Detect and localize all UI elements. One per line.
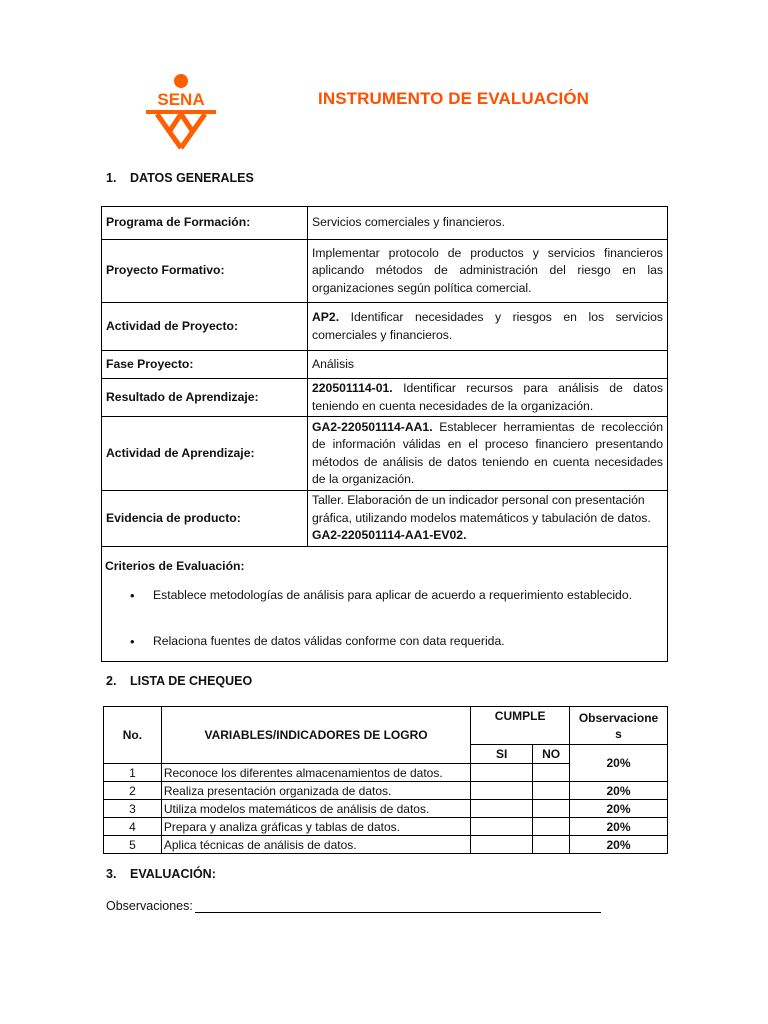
header-si: SI: [471, 745, 533, 764]
label-resultado: Resultado de Aprendizaje:: [102, 379, 308, 417]
no-cell[interactable]: [533, 782, 570, 800]
section-number: 3.: [106, 867, 117, 881]
section-title: EVALUACIÓN:: [130, 867, 216, 881]
criterio-item: • Relaciona fuentes de datos válidas conforme con data requerida.: [105, 633, 664, 650]
table-row: [104, 800, 668, 818]
row-actividad-aprendizaje: [102, 417, 668, 491]
table-row: [104, 836, 668, 854]
criterios-title: Criterios de Evaluación:: [105, 558, 245, 573]
label-programa: Programa de Formación:: [102, 207, 308, 240]
label-actividad-aprendizaje: Actividad de Aprendizaje:: [102, 417, 308, 491]
sena-logo: [143, 72, 221, 150]
si-cell[interactable]: [471, 818, 533, 836]
table-row: [104, 782, 668, 800]
si-cell[interactable]: [471, 836, 533, 854]
obs-cell: 20%: [570, 818, 668, 836]
obs-cell: 20%: [570, 782, 668, 800]
header-variables: VARIABLES/INDICADORES DE LOGRO: [161, 707, 470, 764]
row-number: 4: [104, 818, 162, 836]
header-no-col: NO: [533, 745, 570, 764]
row-fase: [102, 351, 668, 379]
section-heading-lista-chequeo: [106, 674, 252, 688]
code-resultado: 220501114-01.: [312, 381, 393, 395]
value-actividad-proyecto: AP2. Identificar necesidades y riesgos en los servicios comerciales y financieros.: [308, 303, 668, 351]
section-heading-evaluacion: [106, 867, 216, 881]
row-indicator: Realiza presentación organizada de datos.: [161, 782, 470, 800]
row-indicator: Aplica técnicas de análisis de datos.: [161, 836, 470, 854]
section-number: 2.: [106, 674, 117, 688]
row-indicator: Prepara y analiza gráficas y tablas de datos.: [161, 818, 470, 836]
row-proyecto: [102, 240, 668, 303]
table-row: [104, 818, 668, 836]
criterios-cell: [102, 546, 668, 661]
label-proyecto: Proyecto Formativo:: [102, 240, 308, 303]
svg-text:SENA: SENA: [157, 90, 205, 109]
value-evidencia: Taller. Elaboración de un indicador personal con presentación gráfica, utilizando modelos matemáticos y tabulación de datos. GA2-220501114-AA1-EV02.: [308, 491, 668, 547]
value-resultado: 220501114-01. Identificar recursos para análisis de datos teniendo en cuenta necesidades de la organización.: [308, 379, 668, 417]
header-cumple: CUMPLE: [471, 707, 570, 745]
value-programa: Servicios comerciales y financieros.: [308, 207, 668, 240]
observaciones-input-line[interactable]: [195, 900, 601, 913]
value-proyecto: Implementar protocolo de productos y servicios financieros aplicando métodos de administración del riesgo en las organizaciones según política comercial.: [308, 240, 668, 303]
datos-generales-table: [101, 206, 668, 662]
row-criterios: [102, 546, 668, 661]
header-row: [104, 707, 668, 745]
code-actividad-proyecto: AP2.: [312, 310, 340, 324]
si-cell[interactable]: [471, 764, 533, 782]
document-title: INSTRUMENTO DE EVALUACIÓN: [318, 89, 590, 108]
observaciones-field: [106, 899, 601, 913]
row-number: 2: [104, 782, 162, 800]
row-number: 3: [104, 800, 162, 818]
si-cell[interactable]: [471, 782, 533, 800]
criterios-list: [105, 587, 664, 650]
row-indicator: Reconoce los diferentes almacenamientos de datos.: [161, 764, 470, 782]
no-cell[interactable]: [533, 836, 570, 854]
observaciones-label: Observaciones:: [106, 899, 193, 913]
lista-chequeo-table: [103, 706, 668, 854]
row-programa: [102, 207, 668, 240]
obs-cell: 20%: [570, 745, 668, 782]
section-heading-datos-generales: [106, 171, 254, 185]
code-evidencia: GA2-220501114-AA1-EV02.: [312, 528, 467, 542]
row-number: 1: [104, 764, 162, 782]
no-cell[interactable]: [533, 818, 570, 836]
criterio-item: • Establece metodologías de análisis para aplicar de acuerdo a requerimiento establecido.: [105, 587, 664, 604]
si-cell[interactable]: [471, 800, 533, 818]
obs-cell: 20%: [570, 800, 668, 818]
row-evidencia: [102, 491, 668, 547]
header-no: No.: [104, 707, 162, 764]
row-actividad-proyecto: [102, 303, 668, 351]
section-number: 1.: [106, 171, 117, 185]
no-cell[interactable]: [533, 764, 570, 782]
label-fase: Fase Proyecto:: [102, 351, 308, 379]
label-actividad-proyecto: Actividad de Proyecto:: [102, 303, 308, 351]
value-actividad-aprendizaje: GA2-220501114-AA1. Establecer herramientas de recolección de información válidas en el proceso financiero presentando métodos de análisis de datos teniendo en cuenta necesidades de la organización.: [308, 417, 668, 491]
obs-cell: 20%: [570, 836, 668, 854]
header-observaciones: Observacione s: [570, 707, 668, 745]
row-number: 5: [104, 836, 162, 854]
row-resultado: [102, 379, 668, 417]
row-indicator: Utiliza modelos matemáticos de análisis de datos.: [161, 800, 470, 818]
section-title: DATOS GENERALES: [130, 171, 254, 185]
code-actividad-aprendizaje: GA2-220501114-AA1.: [312, 419, 433, 434]
label-evidencia: Evidencia de producto:: [102, 491, 308, 547]
no-cell[interactable]: [533, 800, 570, 818]
section-title: LISTA DE CHEQUEO: [130, 674, 253, 688]
value-fase: Análisis: [308, 351, 668, 379]
